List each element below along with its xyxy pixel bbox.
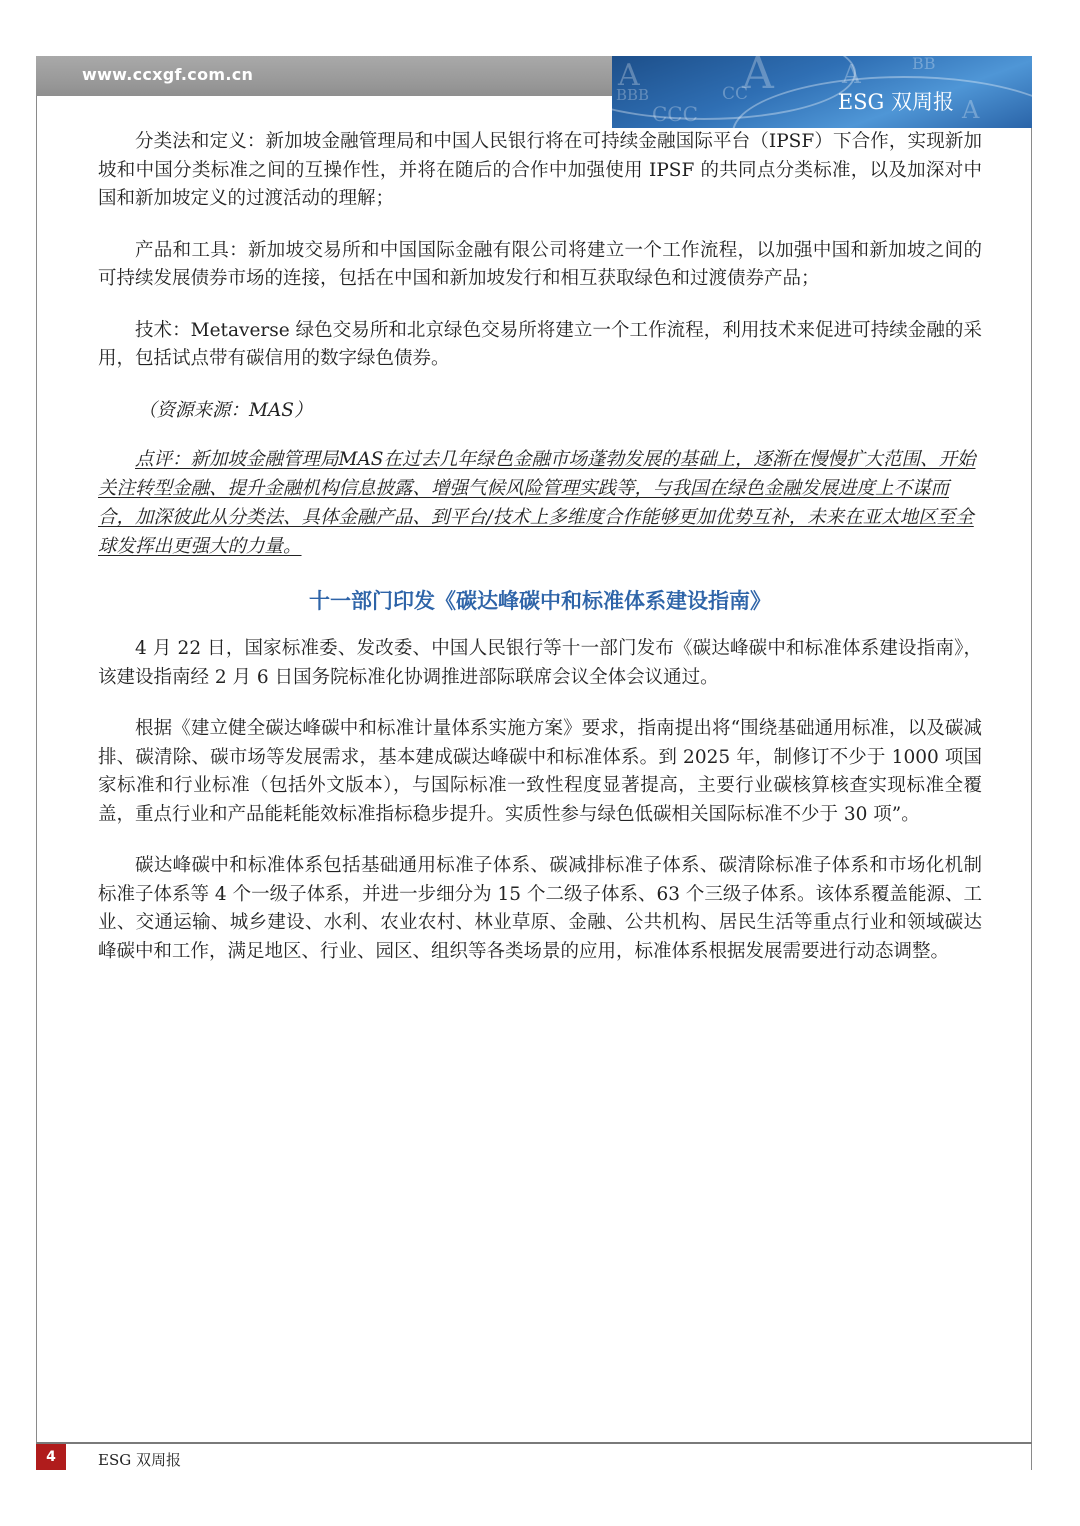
- header-url: www.ccxgf.com.cn: [82, 65, 254, 84]
- article-body: [98, 128, 982, 989]
- banner-letter: A: [742, 56, 774, 99]
- page-number: 4: [36, 1444, 66, 1470]
- header-banner-image: [612, 56, 1032, 128]
- banner-letter: CCC: [652, 102, 698, 126]
- section-paragraph: 根据《建立健全碳达峰碳中和标准计量体系实施方案》要求，指南提出将“围绕基础通用标准，以及碳减排、碳清除、碳市场等发展需求，基本建成碳达峰碳中和标准体系。到 2025 年，制修订不少于 1000 项国家标准和行业标准（包括外文版本），与国际标准一致性程度显著提高，主要行业碳核算核查实现标准全覆盖，重点行业和产品能耗能效标准指标稳步提升。实质性参与绿色低碳相关国际标准不少于 30 项”。: [98, 718, 982, 825]
- page-frame-left: [36, 56, 37, 1470]
- paragraph-technology: 技术：Metaverse 绿色交易所和北京绿色交易所将建立一个工作流程，利用技术来促进可持续金融的采用，包括试点带有碳信用的数字绿色债券。: [98, 319, 982, 369]
- page-header: [36, 56, 1032, 126]
- banner-letter: A: [962, 96, 980, 124]
- banner-letter: BB: [912, 56, 936, 73]
- header-title: ESG 双周报: [837, 90, 954, 114]
- section-title: 十一部门印发《碳达峰碳中和标准体系建设指南》: [309, 588, 771, 613]
- banner-letter: CC: [722, 84, 749, 104]
- source-note: （资源来源：MAS）: [138, 399, 313, 421]
- banner-letter: BBB: [616, 86, 650, 104]
- paragraph-taxonomy: 分类法和定义：新加坡金融管理局和中国人民银行将在可持续金融国际平台（IPSF）下合作，实现新加坡和中国分类标准之间的互操作性，并将在随后的合作中加强使用 IPSF 的共同点分类标准，以及加深对中国和新加坡定义的过渡活动的理解；: [98, 131, 982, 209]
- footer-title: ESG 双周报: [98, 1451, 181, 1469]
- paragraph-products: 产品和工具：新加坡交易所和中国国际金融有限公司将建立一个工作流程，以加强中国和新加坡之间的可持续发展债券市场的连接，包括在中国和新加坡发行和相互获取绿色和过渡债券产品；: [98, 239, 982, 289]
- commentary: [98, 445, 982, 561]
- commentary-text: 点评：新加坡金融管理局MAS在过去几年绿色金融市场蓬勃发展的基础上，逐渐在慢慢扩大范围、开始关注转型金融、提升金融机构信息披露、增强气候风险管理实践等，与我国在绿色金融发展进度上不谋而合，加深彼此从分类法、具体金融产品、到平台/技术上多维度合作能够更加优势互补，未来在亚太地区至全球发挥出更强大的力量。: [98, 449, 976, 557]
- page-frame-right: [1031, 56, 1032, 1470]
- section-paragraph: 碳达峰碳中和标准体系包括基础通用标准子体系、碳减排标准子体系、碳清除标准子体系和市场化机制标准子体系等 4 个一级子体系，并进一步细分为 15 个二级子体系、63 个三级子体系。该体系覆盖能源、工业、交通运输、城乡建设、水利、农业农村、林业草原、金融、公共机构、居民生活等重点行业和领域碳达峰碳中和工作，满足地区、行业、园区、组织等各类场景的应用，标准体系根据发展需要进行动态调整。: [98, 855, 982, 962]
- header-bar: [36, 56, 612, 96]
- banner-letter: A: [842, 60, 861, 90]
- footer-divider: [36, 1442, 1032, 1444]
- banner-letter: A: [618, 58, 640, 93]
- section-paragraph: 4 月 22 日，国家标准委、发改委、中国人民银行等十一部门发布《碳达峰碳中和标准体系建设指南》，该建设指南经 2 月 6 日国务院标准化协调推进部际联席会议全体会议通过。: [98, 638, 982, 688]
